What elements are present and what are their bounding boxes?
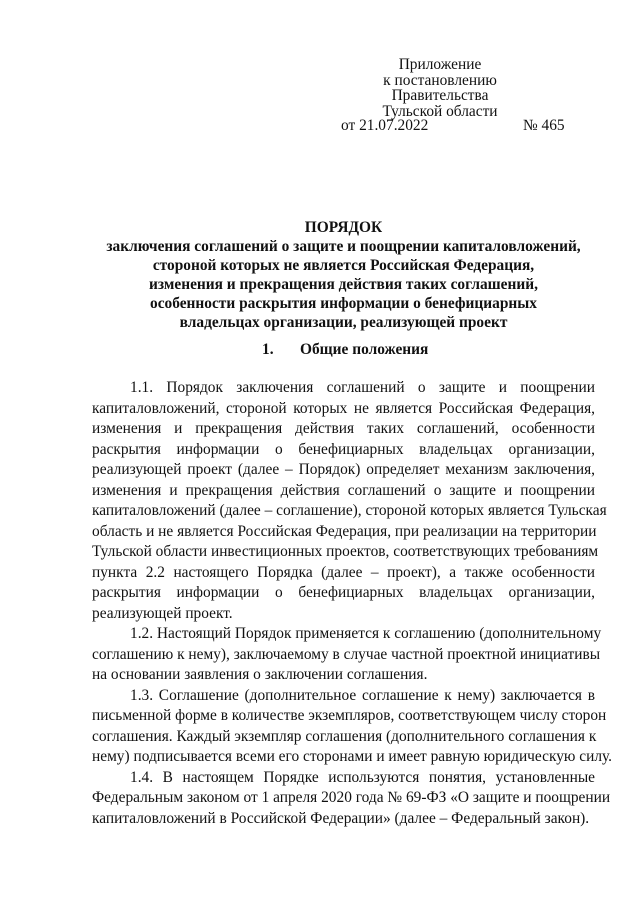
paragraph-1-2 — [92, 624, 602, 686]
text-line: Тульской области инвестиционных проектов, соответствующих требованиям — [92, 543, 599, 560]
title-line: изменения и прекращения действия таких соглашений, — [149, 275, 538, 293]
text-line: реализующей проект (далее – Порядок) определяет механизм заключения, — [92, 461, 595, 478]
paragraph-1-1 — [92, 378, 607, 624]
title-line: стороной которых не является Российская Федерация, — [152, 256, 535, 274]
text-line: область и не является Российская Федерация, при реализации на территории — [92, 522, 597, 540]
text-line: письменной форме в количестве экземпляров, соответствующем числу сторон — [92, 707, 607, 724]
paragraph-1-4 — [92, 768, 611, 830]
text-line: 1.2. Настоящий Порядок применяется к соглашению (дополнительному — [130, 625, 602, 642]
title-line: владельцах организации, реализующей проект — [179, 313, 508, 331]
text-line: 1.3. Соглашение (дополнительное соглашение к нему) заключается в — [130, 686, 595, 704]
text-line: капиталовложений (далее – соглашение), стороной которых является Тульская — [92, 502, 607, 519]
text-line: 1.1. Порядок заключения соглашений о защите и поощрении — [130, 379, 595, 396]
section-title: Общие положения — [300, 341, 429, 358]
text-line: капиталовложений в Российской Федерации» (далее – Федеральный закон). — [92, 809, 590, 827]
text-line: раскрытия информации о бенефициарных владельцах организации, — [92, 584, 595, 601]
text-line: 1.4. В настоящем Порядке используются понятия, установленные — [130, 768, 595, 786]
text-line: реализующей проект. — [92, 604, 233, 622]
resolution-date: от 21.07.2022 — [341, 117, 429, 134]
resolution-number: № 465 — [523, 117, 565, 134]
title-line: особенности раскрытия информации о бенефициарных — [150, 294, 537, 312]
section-number: 1. — [262, 341, 274, 358]
text-line: пункта 2.2 настоящего Порядка (далее – проект), а также особенности — [92, 563, 595, 581]
text-line: Федеральным законом от 1 апреля 2020 года № 69-ФЗ «О защите и поощрении — [92, 789, 611, 806]
text-line: изменения и прекращения действия соглашений о защите и поощрении — [92, 481, 595, 499]
document-title — [92, 219, 595, 332]
text-line: капиталовложений, стороной которых не является Российская Федерация, — [92, 399, 595, 417]
text-line: соглашения. Каждый экземпляр соглашения (дополнительного соглашения к — [92, 727, 597, 745]
title-line: заключения соглашений о защите и поощрении капиталовложений, — [106, 237, 581, 255]
document-body — [92, 378, 613, 829]
appendix-note — [340, 57, 540, 119]
text-line: изменения и прекращения действия таких соглашений, особенности — [92, 420, 595, 437]
text-line: соглашению к нему), заключаемому в случае частной проектной инициативы — [92, 645, 601, 663]
text-line: на основании заявления о заключении соглашения. — [92, 666, 428, 683]
appendix-line-2: к постановлению Правительства — [383, 71, 497, 104]
appendix-line-1: Приложение — [398, 56, 482, 73]
text-line: раскрытия информации о бенефициарных владельцах организации, — [92, 440, 595, 458]
title-heading: ПОРЯДОК — [304, 219, 383, 236]
paragraph-1-3 — [92, 686, 613, 768]
text-line: нему) подписывается всеми его сторонами и имеет равную юридическую силу. — [92, 748, 613, 765]
appendix-line-3: Тульской области — [382, 102, 498, 120]
